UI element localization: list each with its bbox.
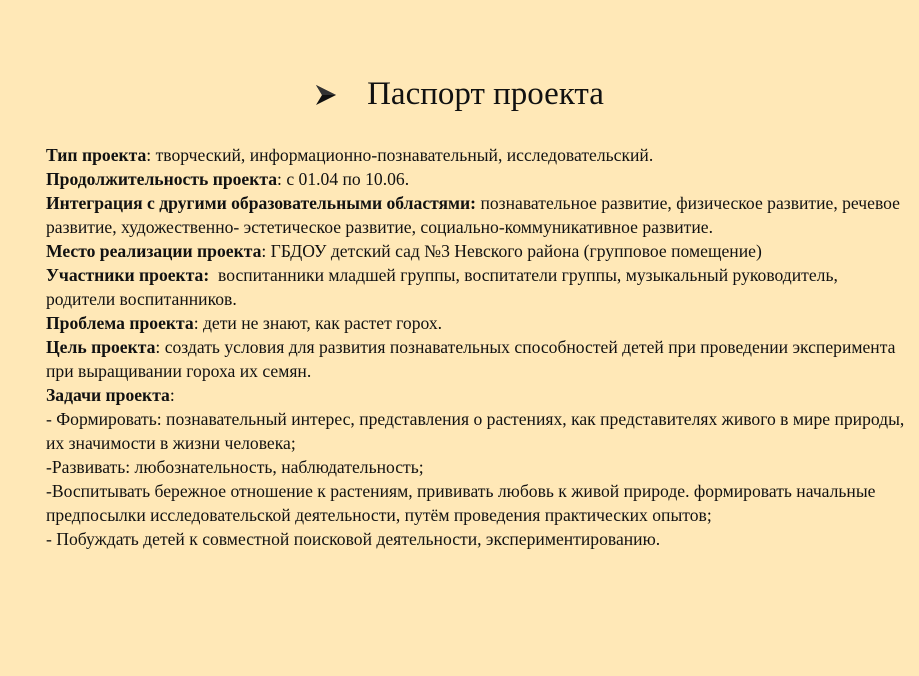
section-project-duration — [46, 167, 906, 191]
task-item: - Побуждать детей к совместной поисковой деятельности, экспериментированию. — [46, 529, 661, 549]
section-text: с 01.04 по 10.06. — [286, 169, 410, 189]
section-label: Продолжительность проекта — [46, 169, 278, 189]
section-separator — [209, 265, 218, 285]
task-item: - Формировать: познавательный интерес, представления о растениях, как представителях живого в мире природы, их значимости в жизни человека; — [46, 409, 905, 453]
slide-title: Паспорт проекта — [367, 76, 604, 112]
section-label: Место реализации проекта — [46, 241, 262, 261]
section-goal — [46, 335, 906, 383]
section-text: творческий, информационно-познавательный, исследовательский. — [155, 145, 654, 165]
slide-title-row — [0, 72, 919, 116]
section-label: Проблема проекта — [46, 313, 194, 333]
section-text: создать условия для развития познавательных способностей детей при проведении эксперимента при выращивании гороха их семян. — [46, 337, 896, 381]
section-project-type — [46, 143, 906, 167]
section-integration — [46, 191, 906, 239]
project-passport-body — [46, 143, 906, 551]
section-text: ГБДОУ детский сад №3 Невского района (групповое помещение) — [270, 241, 762, 261]
section-separator: : — [155, 337, 165, 357]
section-label: Задачи проекта — [46, 385, 170, 405]
section-location — [46, 239, 906, 263]
section-label: Интеграция с другими образовательными областями: — [46, 193, 477, 213]
section-label: Участники проекта: — [46, 265, 210, 285]
section-separator: : — [261, 241, 271, 261]
section-separator: : — [193, 313, 203, 333]
arrowhead-bullet-icon — [315, 84, 337, 106]
section-label: Тип проекта — [46, 145, 147, 165]
section-text: воспитанники младшей группы, воспитатели группы, музыкальный руководитель, родители воспитанников. — [46, 265, 838, 309]
section-label: Цель проекта — [46, 337, 156, 357]
section-problem — [46, 311, 906, 335]
task-item: -Развивать: любознательность, наблюдательность; — [46, 457, 424, 477]
section-text: дети не знают, как растет горох. — [202, 313, 443, 333]
section-text: познавательное развитие, физическое развитие, речевое развитие, художественно- эстетическое развитие, социально-коммуникативное развитие. — [46, 193, 900, 237]
task-item: -Воспитывать бережное отношение к растениям, прививать любовь к живой природе. формировать начальные предпосылки исследовательской деятельности, путём проведения практических опытов; — [46, 481, 876, 525]
section-separator: : — [146, 145, 156, 165]
section-tasks-heading — [46, 383, 906, 407]
section-separator: : — [277, 169, 287, 189]
section-separator: : — [169, 385, 175, 405]
section-participants — [46, 263, 906, 311]
